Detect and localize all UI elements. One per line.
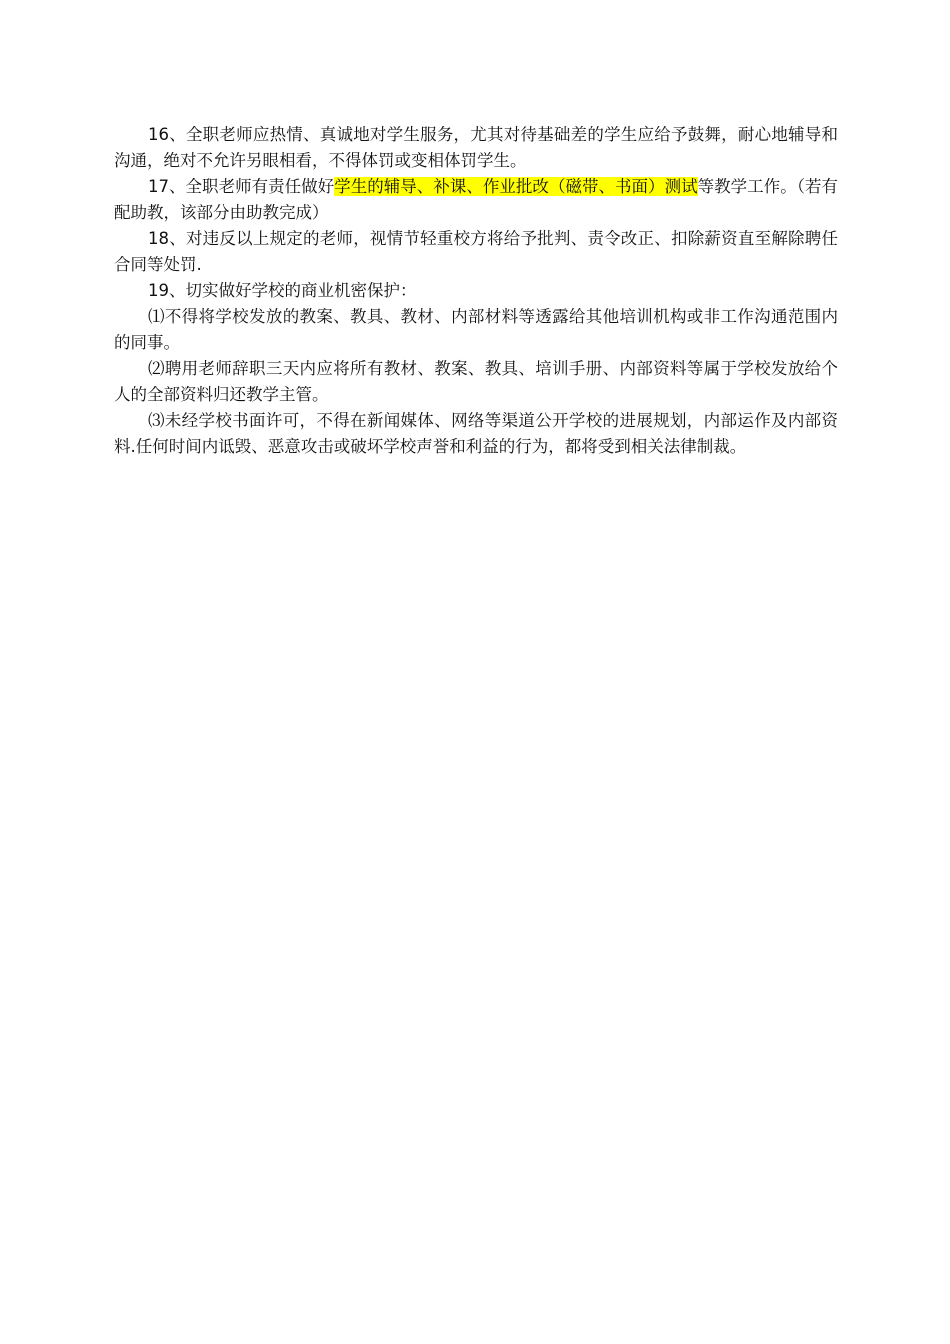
paragraph-17-prefix: 17、全职老师有责任做好 <box>148 177 335 196</box>
paragraph-19-item-1: ⑴不得将学校发放的教案、教具、教材、内部材料等透露给其他培训机构或非工作沟通范围内的同事。 <box>114 307 838 352</box>
paragraph-19-item-3: ⑶未经学校书面许可，不得在新闻媒体、网络等渠道公开学校的进展规划，内部运作及内部资料.任何时间内诋毁、恶意攻击或破坏学校声誉和利益的行为，都将受到相关法律制裁。 <box>114 411 838 456</box>
paragraph-19-item-2: ⑵聘用老师辞职三天内应将所有教材、教案、教具、培训手册、内部资料等属于学校发放给个人的全部资料归还教学主管。 <box>114 359 838 404</box>
paragraph-17-suffix: 等教学工作。（若有配助教，该部分由助教完成） <box>114 177 839 222</box>
paragraph-17 <box>114 174 838 226</box>
document-body <box>114 122 838 460</box>
paragraph-16: 16、全职老师应热情、真诚地对学生服务，尤其对待基础差的学生应给予鼓舞，耐心地辅导和沟通，绝对不允许另眼相看，不得体罚或变相体罚学生。 <box>114 125 838 170</box>
paragraph-19: 19、切实做好学校的商业机密保护： <box>148 281 417 300</box>
highlighted-text: 学生的辅导、补课、作业批改（磁带、书面）测试 <box>334 177 698 196</box>
paragraph-18: 18、对违反以上规定的老师，视情节轻重校方将给予批判、责令改正、扣除薪资直至解除聘任合同等处罚. <box>114 229 838 274</box>
